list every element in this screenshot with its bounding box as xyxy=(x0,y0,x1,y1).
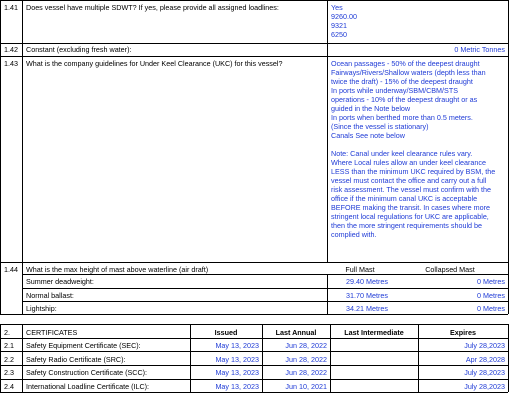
answer-value: 6250 xyxy=(331,30,347,39)
answer-value: 0 Metric Tonnes xyxy=(454,45,505,54)
rule xyxy=(0,0,508,1)
column-header-last-intermediate: Last Intermediate xyxy=(344,328,404,337)
issued-date: May 13, 2023 xyxy=(215,382,259,391)
rule xyxy=(0,324,1,392)
expires-date: July 28,2023 xyxy=(464,368,505,377)
rule xyxy=(0,365,508,366)
ukc-guidelines-answer xyxy=(331,59,507,239)
question-text: Does vessel have multiple SDWT? If yes, please provide all assigned loadlines: xyxy=(26,3,279,12)
row-number: 1.43 xyxy=(4,59,18,68)
collapsed-mast-value: 0 Metres xyxy=(477,304,505,313)
rule xyxy=(508,0,509,314)
expires-date: July 28,2023 xyxy=(464,341,505,350)
answer-line: Note: Canal under keel clearance rules vary. xyxy=(331,149,473,158)
question-text: Constant (excluding fresh water): xyxy=(26,45,132,54)
full-mast-value: 34.21 Metres xyxy=(346,304,388,313)
answer-line: operations - 10% of the deepest draught or as xyxy=(331,95,478,104)
expires-date: July 28,2023 xyxy=(464,382,505,391)
certificate-number: 2.3 xyxy=(4,368,14,377)
rule xyxy=(22,301,508,302)
rule xyxy=(22,324,23,392)
answer-line: Ocean passages - 50% of the deepest draught xyxy=(331,59,480,68)
certificate-name: Safety Radio Certificate (SRC): xyxy=(26,355,126,364)
rule xyxy=(0,351,508,352)
last-annual-date: Jun 10, 2021 xyxy=(285,382,327,391)
row-number: 1.41 xyxy=(4,3,18,12)
question-text: What is the max height of mast above waterline (air draft) xyxy=(26,265,209,274)
answer-line: In ports while underway/SBM/CBM/STS xyxy=(331,86,459,95)
air-draft-label: Summer deadweight: xyxy=(26,277,94,286)
question-text: What is the company guidelines for Under Keel Clearance (UKC) for this vessel? xyxy=(26,59,283,68)
expires-date: Apr 28,2028 xyxy=(465,355,505,364)
certificate-number: 2.1 xyxy=(4,341,14,350)
rule xyxy=(0,392,508,393)
column-header-issued: Issued xyxy=(214,328,238,337)
rule xyxy=(22,0,23,314)
rule xyxy=(0,262,508,263)
row-number: 1.42 xyxy=(4,45,18,54)
answer-value: Yes xyxy=(331,3,343,12)
column-header-expires: Expires xyxy=(450,328,476,337)
section-number: 2. xyxy=(4,328,10,337)
answer-line: office if the minimum canal UKC is acceptable xyxy=(331,194,478,203)
collapsed-mast-value: 0 Metres xyxy=(477,277,505,286)
answer-line: risk assessment. The vessel must confirm with the xyxy=(331,185,492,194)
rule xyxy=(0,314,508,315)
answer-line: stringent local regulations for UKC are applicable, xyxy=(331,212,489,221)
answer-line: vessel must contact the office and carry out a full xyxy=(331,176,487,185)
last-annual-date: Jun 28, 2022 xyxy=(285,368,327,377)
rule xyxy=(0,56,508,57)
full-mast-value: 31.70 Metres xyxy=(346,291,388,300)
answer-line: twice the draft) - 15% of the deepest draught xyxy=(331,77,473,86)
answer-line: Where Local rules allow an under keel clearance xyxy=(331,158,487,167)
answer-value: 9260.00 xyxy=(331,12,357,21)
answer-value: 9321 xyxy=(331,21,347,30)
column-header-last-annual: Last Annual xyxy=(275,328,317,337)
collapsed-mast-value: 0 Metres xyxy=(477,291,505,300)
certificate-number: 2.2 xyxy=(4,355,14,364)
rule xyxy=(0,0,1,314)
last-annual-date: Jun 28, 2022 xyxy=(285,341,327,350)
rule xyxy=(0,338,508,339)
column-header-full-mast: Full Mast xyxy=(345,265,375,274)
answer-line: (Since the vessel is stationary) xyxy=(331,122,429,131)
answer-line: Canals See note below xyxy=(331,131,405,140)
rule xyxy=(0,324,508,325)
full-mast-value: 29.40 Metres xyxy=(346,277,388,286)
rule xyxy=(327,0,328,262)
certificate-name: International Loadline Certificate (ILC): xyxy=(26,382,150,391)
answer-line: guided in the Note below xyxy=(331,104,411,113)
rule xyxy=(22,274,508,275)
answer-line: then the more stringent requirements should be xyxy=(331,221,483,230)
issued-date: May 13, 2023 xyxy=(215,355,259,364)
rule xyxy=(327,274,328,314)
rule xyxy=(22,288,508,289)
issued-date: May 13, 2023 xyxy=(215,341,259,350)
rule xyxy=(0,43,508,44)
column-header-collapsed-mast: Collapsed Mast xyxy=(425,265,475,274)
air-draft-label: Lightship: xyxy=(26,304,57,313)
issued-date: May 13, 2023 xyxy=(215,368,259,377)
air-draft-label: Normal ballast: xyxy=(26,291,74,300)
rule xyxy=(508,324,509,392)
answer-line: complied with. xyxy=(331,230,377,239)
row-number: 1.44 xyxy=(4,265,18,274)
answer-line: In ports when berthed more than 0.5 meters. xyxy=(331,113,473,122)
section-title: CERTIFICATES xyxy=(26,328,78,337)
rule xyxy=(0,379,508,380)
certificate-name: Safety Construction Certificate (SCC): xyxy=(26,368,148,377)
answer-line: LESS than the minimum UKC required by BSM, the xyxy=(331,167,496,176)
answer-line: Fairways/Rivers/Shallow waters (depth less than xyxy=(331,68,486,77)
last-annual-date: Jun 28, 2022 xyxy=(285,355,327,364)
certificate-name: Safety Equipment Certificate (SEC): xyxy=(26,341,141,350)
certificate-number: 2.4 xyxy=(4,382,14,391)
answer-line: BEFORE making the transit. In cases where more xyxy=(331,203,490,212)
answer-line xyxy=(331,140,507,149)
